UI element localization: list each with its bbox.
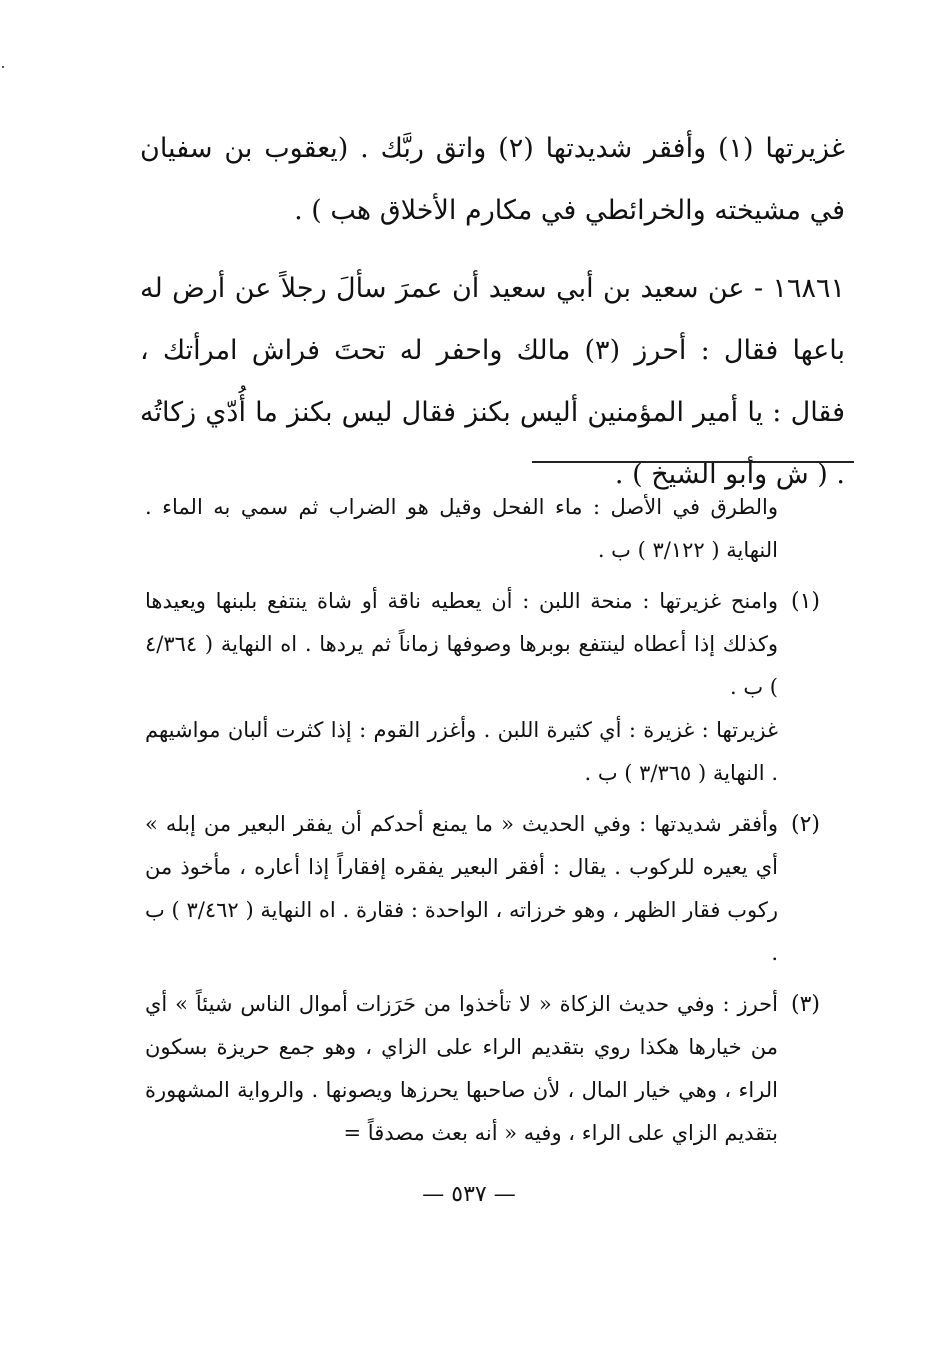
main-paragraph-1: غزيرتها (١) وأفقر شديدتها (٢) واتق ربَّك . (يعقوب بن سفيان في مشيخته والخرائطي في مكارم الأخلاق هب ) . bbox=[140, 133, 845, 226]
main-text bbox=[140, 118, 845, 506]
footnote-body bbox=[145, 580, 778, 795]
footnote-3 bbox=[145, 983, 820, 1155]
footnote-body bbox=[145, 983, 778, 1155]
footnote-subtext: غزيرتها : غزيرة : أي كثيرة اللبن . وأغزر القوم : إذا كثرت ألبان مواشيهم . النهاية ( ٣/٣٦٥ ) ب . bbox=[145, 718, 778, 785]
footnote-continuation bbox=[145, 486, 820, 572]
footnotes bbox=[145, 486, 820, 1163]
footnote-number: (٢) bbox=[790, 812, 820, 837]
main-paragraph-2: ١٦٨٦١ - عن سعيد بن أبي سعيد أن عمرَ سألَ رجلاً عن أرض له باعها فقال : أحرز (٣) مالك واحفر له تحتَ فراش امرأتك ، فقال : يا أمير المؤمنين أليس بكنز فقال ليس بكنز ما أُدّي زكاتُه . ( ش وأبو الشيخ ) . bbox=[140, 273, 845, 490]
footnote-2 bbox=[145, 803, 820, 975]
scan-speck bbox=[2, 66, 4, 68]
footnote-text: أحرز : وفي حديث الزكاة « لا تأخذوا من حَرَزات أموال الناس شيئاً » أي من خيارها هكذا روي بتقديم الراء على الزاي ، وهو جمع حريزة بسكون الراء ، وهي خيار المال ، لأن صاحبها يحرزها ويصونها . والرواية المشهورة بتقديم الزاي على الراء ، وفيه « أنه بعث مصدقاً = bbox=[145, 992, 778, 1145]
footnote-number: (٣) bbox=[790, 992, 820, 1017]
footnote-text: وامنح غزيرتها : منحة اللبن : أن يعطيه ناقة أو شاة ينتفع بلبنها ويعيدها وكذلك إذا أعطاه لينتفع بوبرها وصوفها زماناً ثم يردها . اه النهاية ( ٤/٣٦٤ ) ب . bbox=[145, 589, 778, 699]
footnote-number: (١) bbox=[790, 589, 820, 614]
footnote-divider bbox=[532, 461, 854, 463]
footnote-text: وأفقر شديدتها : وفي الحديث « ما يمنع أحدكم أن يفقر البعير من إبله » أي يعيره للركوب . يقال : أفقر البعير يفقره إفقاراً إذا أعاره ، مأخوذ من ركوب فقار الظهر ، وهو خرزاته ، الواحدة : فقارة . اه النهاية ( ٣/٤٦٢ ) ب . bbox=[145, 812, 778, 965]
footnote-continuation-text: والطرق في الأصل : ماء الفحل وقيل هو الضراب ثم سمي به الماء . النهاية ( ٣/١٢٢ ) ب . bbox=[145, 495, 778, 562]
page-number: — ٥٣٧ — bbox=[422, 1182, 516, 1207]
footnote-body bbox=[145, 803, 778, 975]
footnote-1 bbox=[145, 580, 820, 795]
